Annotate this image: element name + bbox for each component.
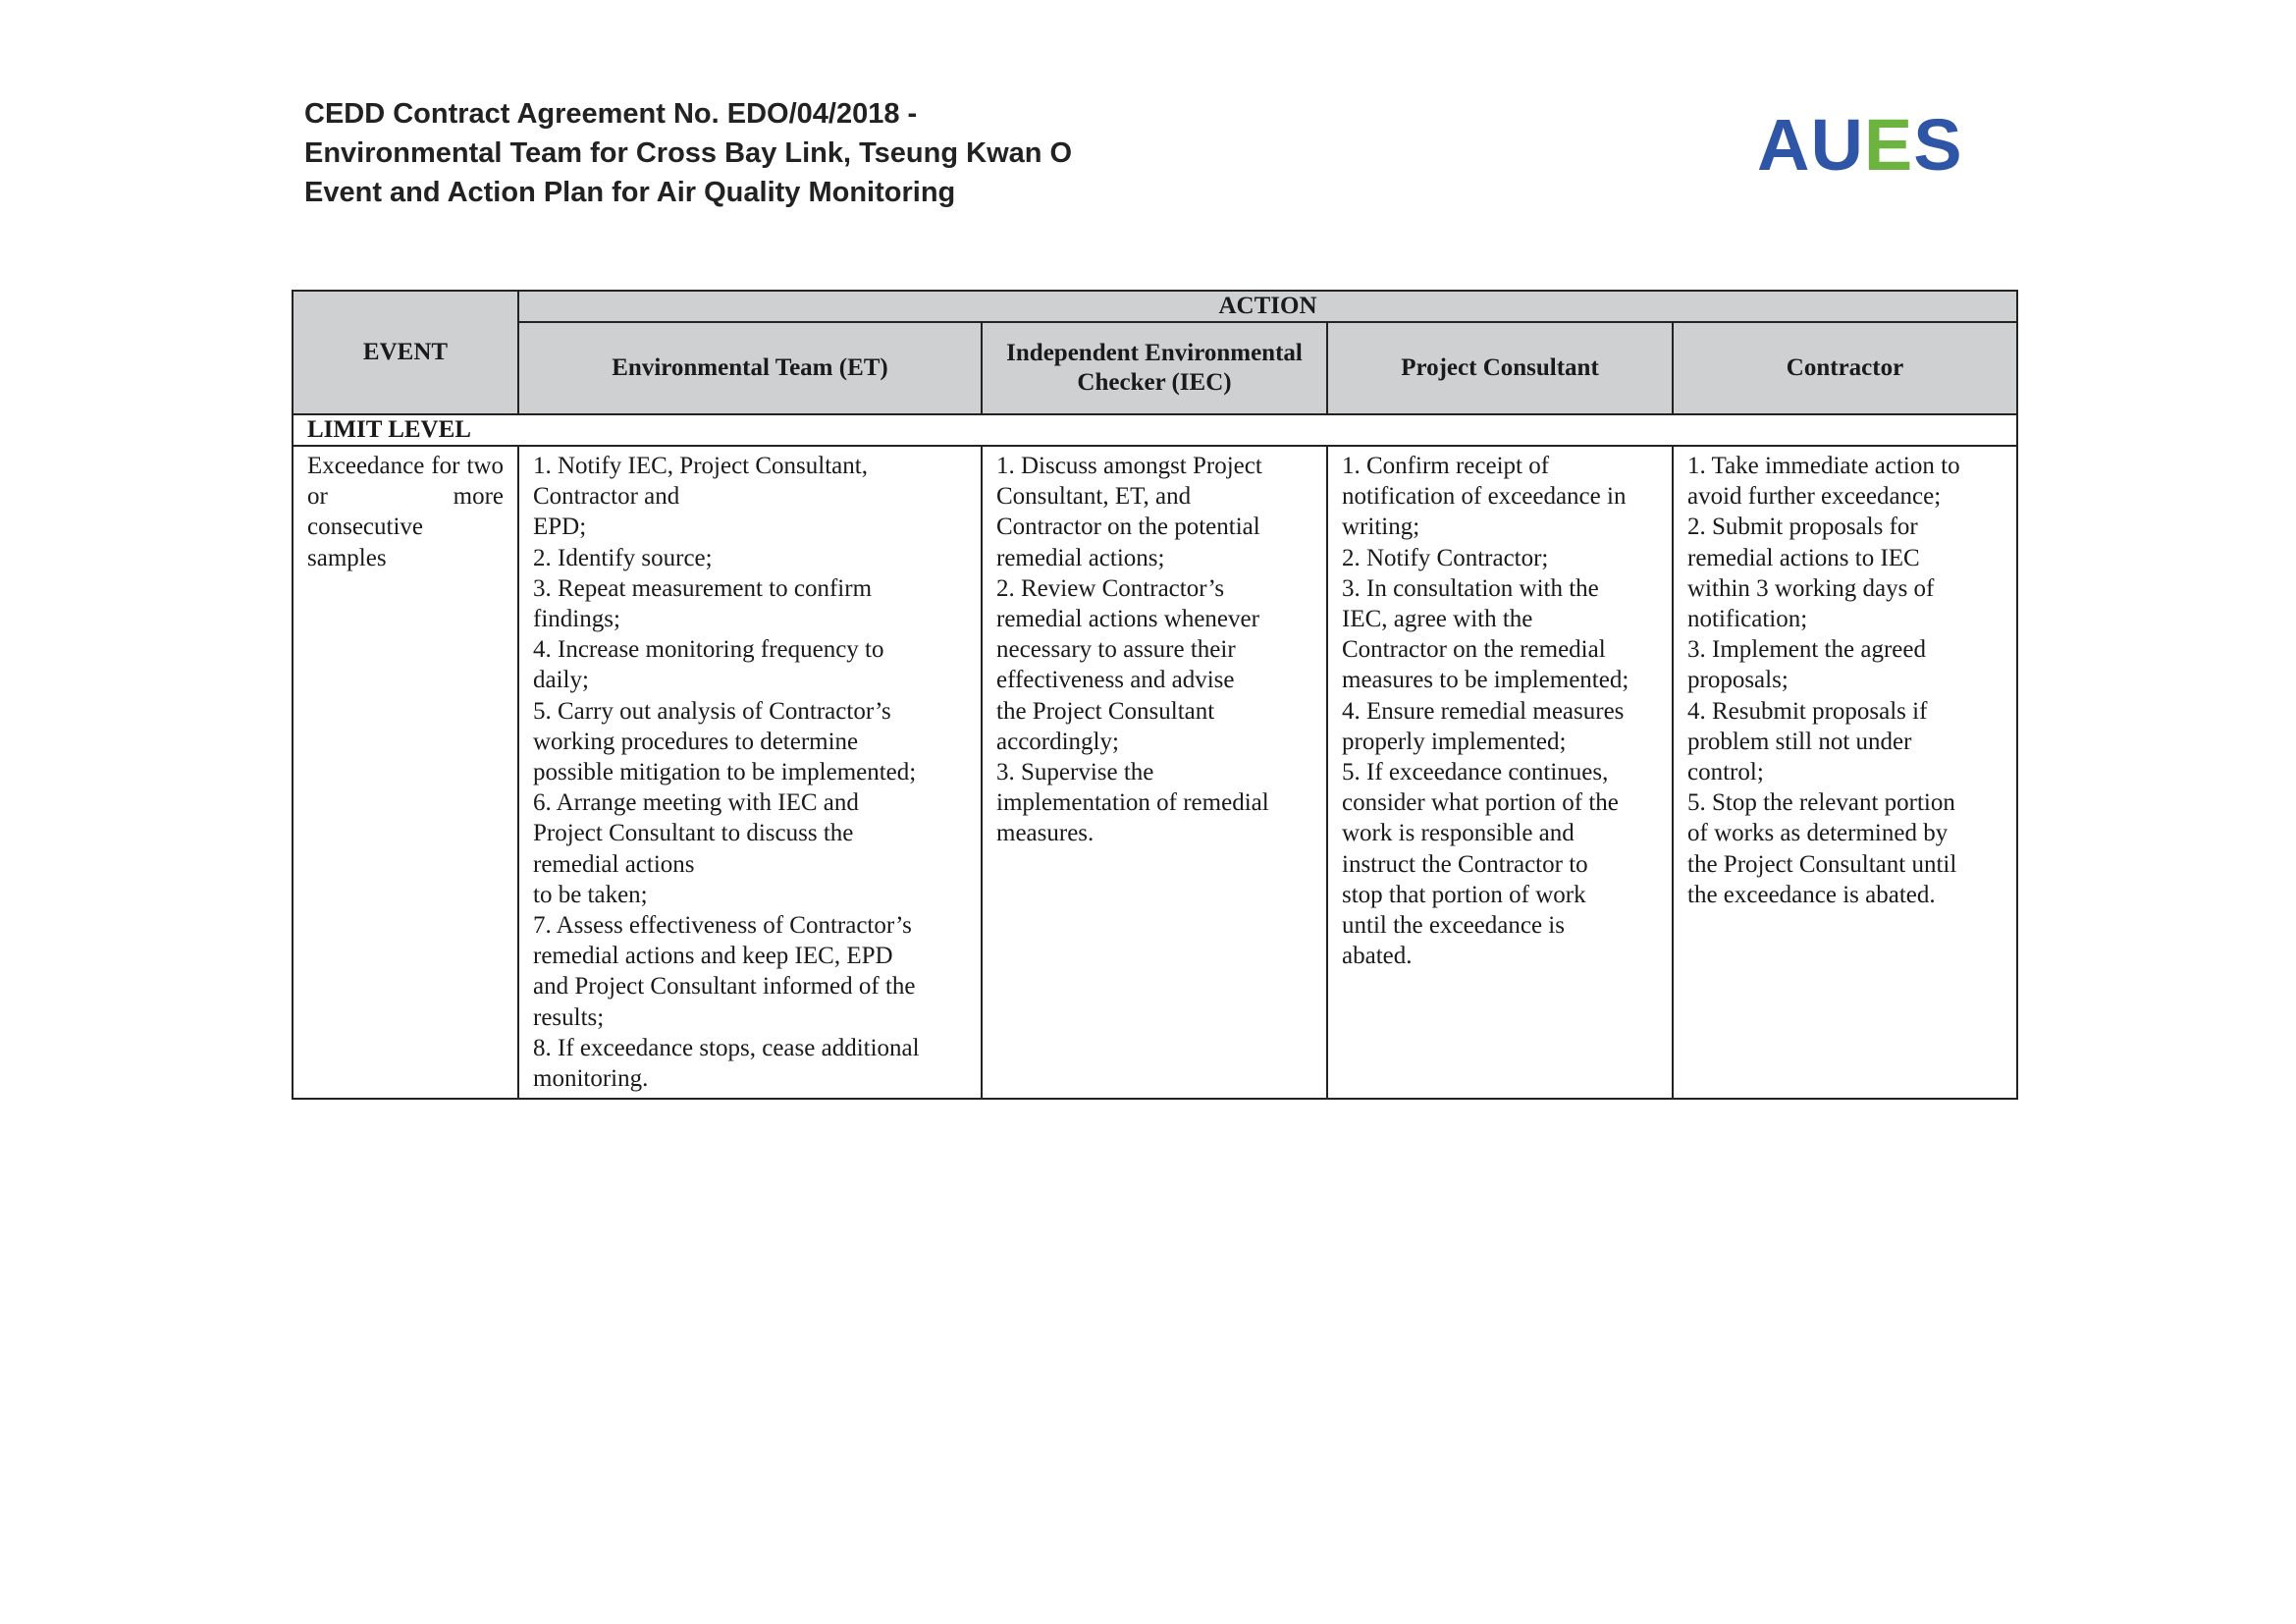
action-line: remedial actions xyxy=(533,850,695,878)
limit-level-label: LIMIT LEVEL xyxy=(293,414,2017,446)
title-line: CEDD Contract Agreement No. EDO/04/2018 - xyxy=(304,98,918,130)
action-line: the Project Consultant until xyxy=(1687,850,1957,878)
column-header-iec: Independent Environmental Checker (IEC) xyxy=(982,322,1327,414)
action-line: 3. Implement the agreed xyxy=(1687,636,1926,664)
action-line: effectiveness and advise xyxy=(996,667,1235,694)
action-line: work is responsible and xyxy=(1342,820,1575,847)
event-header: EVENT xyxy=(293,291,518,414)
action-line: Project Consultant to discuss the xyxy=(533,820,854,847)
action-line: 2. Review Contractor’s xyxy=(996,574,1225,602)
action-line: measures. xyxy=(996,820,1095,847)
action-line: results; xyxy=(533,1003,605,1031)
column-header-project-consultant: Project Consultant xyxy=(1327,322,1673,414)
action-line: possible mitigation to be implemented; xyxy=(533,759,917,786)
action-line: 1. Confirm receipt of xyxy=(1342,453,1550,479)
action-line: implementation of remedial xyxy=(996,789,1269,817)
action-line: 5. Carry out analysis of Contractor’s xyxy=(533,697,891,725)
action-line: and Project Consultant informed of the xyxy=(533,973,916,1001)
action-line: measures to be implemented; xyxy=(1342,667,1629,694)
action-line: Contractor on the remedial xyxy=(1342,636,1606,664)
contractor-actions-cell xyxy=(1673,446,2017,1099)
action-line: to be taken; xyxy=(533,881,648,908)
event-description xyxy=(293,446,518,1099)
action-line: remedial actions to IEC xyxy=(1687,544,1920,571)
document-title xyxy=(304,94,1072,212)
action-line: findings; xyxy=(533,606,620,633)
action-line: 3. Repeat measurement to confirm xyxy=(533,574,873,602)
action-line: 4. Increase monitoring frequency to xyxy=(533,636,884,664)
logo-letter: U xyxy=(1810,104,1864,186)
action-line: remedial actions; xyxy=(996,544,1165,571)
logo-letter: S xyxy=(1913,104,1963,186)
action-line: avoid further exceedance; xyxy=(1687,483,1942,511)
action-line: 3. In consultation with the xyxy=(1342,574,1599,602)
event-text: Exceedance for two or more consecutive samples xyxy=(307,453,504,571)
action-line: 5. If exceedance continues, xyxy=(1342,759,1609,786)
action-line: until the exceedance is xyxy=(1342,912,1565,940)
logo-letter: A xyxy=(1757,104,1811,186)
action-line: of works as determined by xyxy=(1687,820,1949,847)
action-line: monitoring. xyxy=(533,1065,649,1093)
action-line: remedial actions whenever xyxy=(996,606,1259,633)
action-line: 3. Supervise the xyxy=(996,759,1154,786)
action-line: notification; xyxy=(1687,606,1808,633)
action-line: 2. Notify Contractor; xyxy=(1342,544,1549,571)
action-line: working procedures to determine xyxy=(533,728,859,755)
action-line: abated. xyxy=(1342,943,1413,970)
action-line: EPD; xyxy=(533,514,587,541)
action-line: control; xyxy=(1687,759,1764,786)
action-line: the exceedance is abated. xyxy=(1687,881,1936,908)
action-line: Contractor on the potential xyxy=(996,514,1260,541)
action-line: 4. Ensure remedial measures xyxy=(1342,697,1625,725)
action-line: 4. Resubmit proposals if xyxy=(1687,697,1928,725)
action-line: necessary to assure their xyxy=(996,636,1236,664)
column-header-et: Environmental Team (ET) xyxy=(518,322,982,414)
action-line: 1. Notify IEC, Project Consultant, xyxy=(533,453,868,479)
event-action-plan-table xyxy=(292,290,2018,1100)
action-line: stop that portion of work xyxy=(1342,881,1586,908)
action-line: properly implemented; xyxy=(1342,728,1567,755)
action-line: problem still not under xyxy=(1687,728,1912,755)
action-line: within 3 working days of xyxy=(1687,574,1935,602)
action-header: ACTION xyxy=(518,291,2017,322)
title-line: Event and Action Plan for Air Quality Monitoring xyxy=(304,177,956,208)
iec-actions-cell xyxy=(982,446,1327,1099)
logo-letter: E xyxy=(1863,104,1914,186)
action-line: 1. Discuss amongst Project xyxy=(996,453,1262,479)
action-line: 2. Identify source; xyxy=(533,544,713,571)
action-line: notification of exceedance in xyxy=(1342,483,1627,511)
action-line: 6. Arrange meeting with IEC and xyxy=(533,789,859,817)
project-consultant-actions-cell xyxy=(1327,446,1673,1099)
action-line: instruct the Contractor to xyxy=(1342,850,1588,878)
column-header-contractor: Contractor xyxy=(1673,322,2017,414)
action-line: consider what portion of the xyxy=(1342,789,1619,817)
title-line: Environmental Team for Cross Bay Link, Tseung Kwan O xyxy=(304,137,1073,169)
action-line: proposals; xyxy=(1687,667,1789,694)
action-line: Consultant, ET, and xyxy=(996,483,1192,511)
action-line: daily; xyxy=(533,667,589,694)
action-line: 1. Take immediate action to xyxy=(1687,453,1960,479)
action-line: 8. If exceedance stops, cease additional xyxy=(533,1034,920,1061)
action-line: accordingly; xyxy=(996,728,1119,755)
action-line: remedial actions and keep IEC, EPD xyxy=(533,943,893,970)
action-line: 7. Assess effectiveness of Contractor’s xyxy=(533,912,912,940)
action-line: writing; xyxy=(1342,514,1420,541)
et-actions-cell xyxy=(518,446,982,1099)
action-line: Contractor and xyxy=(533,483,680,511)
action-line: 5. Stop the relevant portion xyxy=(1687,789,1955,817)
action-line: IEC, agree with the xyxy=(1342,606,1533,633)
aues-logo xyxy=(1757,106,1963,185)
action-line: the Project Consultant xyxy=(996,697,1215,725)
action-line: 2. Submit proposals for xyxy=(1687,514,1918,541)
